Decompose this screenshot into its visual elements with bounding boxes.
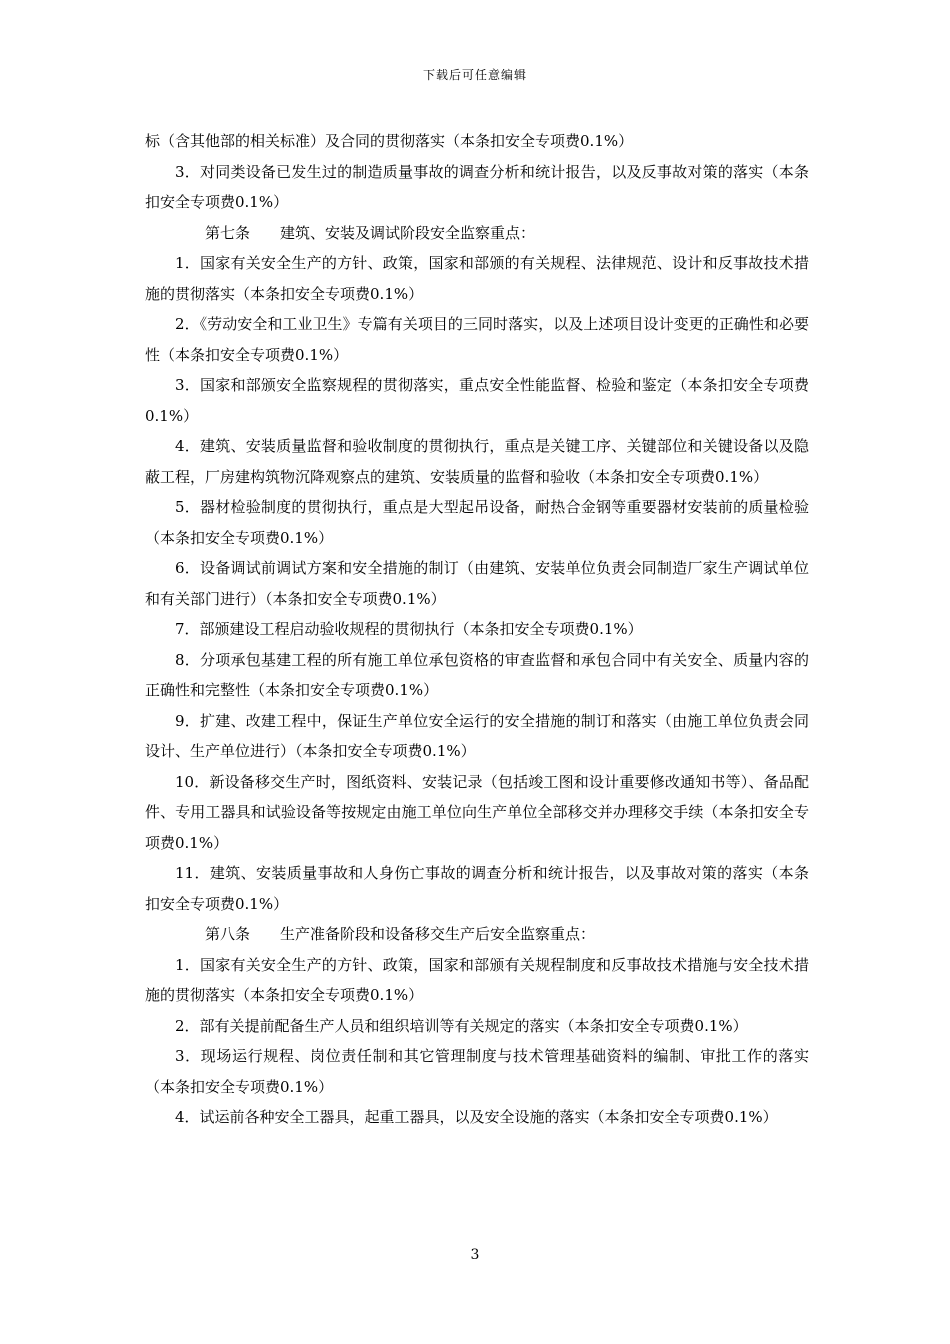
paragraph: 1．国家有关安全生产的方针、政策，国家和部颁有关规程制度和反事故技术措施与安全技术措施的贯彻落实（本条扣安全专项费0.1%） [145,955,809,1004]
paragraph: 4．试运前各种安全工器具，起重工器具，以及安全设施的落实（本条扣安全专项费0.1%） [175,1108,778,1126]
page-number: 3 [470,1247,480,1263]
paragraph: 2．部有关提前配备生产人员和组织培训等有关规定的落实（本条扣安全专项费0.1%） [175,1016,748,1035]
article-heading: 第七条 建筑、安装及调试阶段安全监察重点： [205,223,536,242]
paragraph: 2．《劳动安全和工业卫生》专篇有关项目的三同时落实，以及上述项目设计变更的正确性和必要性（本条扣安全专项费0.1%） [145,315,809,364]
paragraph: 11．建筑、安装质量事故和人身伤亡事故的调查分析和统计报告，以及事故对策的落实（本条扣安全专项费0.1%） [145,864,809,913]
article-heading: 第八条 生产准备阶段和设备移交生产后安全监察重点： [205,925,596,943]
paragraph: 10．新设备移交生产时，图纸资料、安装记录（包括竣工图和设计重要修改通知书等）、备品配件、专用工器具和试验设备等按规定由施工单位向生产单位全部移交并办理移交手续（本条扣安全专项费0.1%） [145,772,809,852]
paragraph: 5．器材检验制度的贯彻执行，重点是大型起吊设备，耐热合金钢等重要器材安装前的质量检验（本条扣安全专项费0.1%） [145,498,809,547]
page-header: 下载后可任意编辑 [422,68,527,82]
paragraph: 6．设备调试前调试方案和安全措施的制订（由建筑、安装单位负责会同制造厂家生产调试单位和有关部门进行）（本条扣安全专项费0.1%） [145,559,809,608]
paragraph: 标（含其他部的相关标准）及合同的贯彻落实（本条扣安全专项费0.1%） [145,132,634,150]
paragraph: 9．扩建、改建工程中，保证生产单位安全运行的安全措施的制订和落实（由施工单位负责会同设计、生产单位进行）（本条扣安全专项费0.1%） [145,711,809,760]
paragraph: 8．分项承包基建工程的所有施工单位承包资格的审查监督和承包合同中有关安全、质量内容的正确性和完整性（本条扣安全专项费0.1%） [145,650,809,699]
paragraph: 3．国家和部颁安全监察规程的贯彻落实，重点安全性能监督、检验和鉴定（本条扣安全专项费0.1%） [145,376,809,425]
paragraph: 7．部颁建设工程启动验收规程的贯彻执行（本条扣安全专项费0.1%） [175,620,643,638]
document-body [145,126,809,1133]
paragraph: 1．国家有关安全生产的方针、政策，国家和部颁的有关规程、法律规范、设计和反事故技术措施的贯彻落实（本条扣安全专项费0.1%） [145,254,809,303]
paragraph: 3．对同类设备已发生过的制造质量事故的调查分析和统计报告，以及反事故对策的落实（本条扣安全专项费0.1%） [145,162,809,211]
paragraph: 4．建筑、安装质量监督和验收制度的贯彻执行，重点是关键工序、关键部位和关键设备以及隐蔽工程，厂房建构筑物沉降观察点的建筑、安装质量的监督和验收（本条扣安全专项费0.1%） [145,437,809,486]
paragraph: 3．现场运行规程、岗位责任制和其它管理制度与技术管理基础资料的编制、审批工作的落实（本条扣安全专项费0.1%） [145,1047,809,1096]
